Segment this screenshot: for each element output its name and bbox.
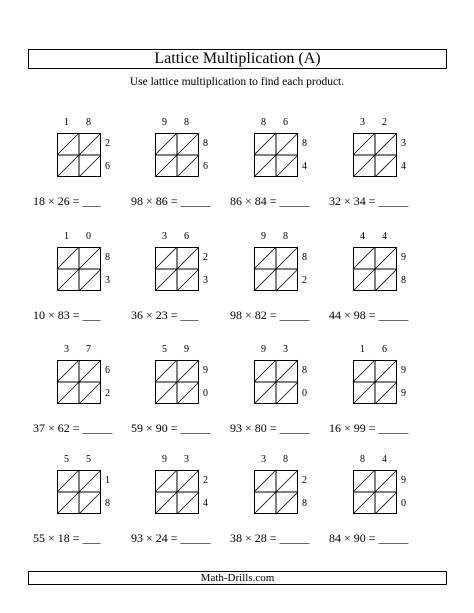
lattice-diagonal (177, 382, 199, 404)
lattice-diagonal (254, 133, 276, 155)
lattice-diagonal (254, 247, 276, 269)
lattice-grid[interactable] (353, 470, 397, 514)
top-digit: 6 (184, 231, 189, 242)
lattice-grid[interactable] (155, 247, 199, 291)
lattice-grid[interactable] (254, 360, 298, 404)
lattice-grid[interactable] (155, 470, 199, 514)
top-digit: 9 (261, 344, 266, 355)
lattice-diagonal (375, 155, 397, 177)
side-digit: 8 (105, 498, 110, 509)
top-digit: 9 (162, 117, 167, 128)
top-digit: 4 (382, 231, 387, 242)
lattice-diagonal (375, 269, 397, 291)
lattice-diagonal (276, 382, 298, 404)
top-digit: 3 (283, 344, 288, 355)
lattice-diagonal (79, 269, 101, 291)
equation[interactable]: 36 × 23 = ___ (131, 308, 199, 322)
lattice-diagonal (254, 155, 276, 177)
lattice-diagonal (79, 470, 101, 492)
top-digit: 3 (162, 231, 167, 242)
side-digit: 8 (401, 275, 406, 286)
side-digit: 8 (302, 365, 307, 376)
side-digit: 0 (302, 388, 307, 399)
side-digit: 8 (105, 252, 110, 263)
lattice-problem (230, 343, 330, 453)
top-digit: 3 (184, 454, 189, 465)
side-digit: 9 (401, 365, 406, 376)
equation[interactable]: 86 × 84 = _____ (230, 194, 310, 208)
lattice-diagonal (177, 269, 199, 291)
side-digit: 2 (105, 388, 110, 399)
lattice-diagonal (276, 247, 298, 269)
lattice-diagonal (254, 382, 276, 404)
lattice-diagonal (276, 360, 298, 382)
lattice-diagonal (353, 247, 375, 269)
lattice-diagonal (57, 155, 79, 177)
lattice-problem (329, 230, 429, 340)
lattice-diagonal (177, 492, 199, 514)
side-digit: 2 (302, 475, 307, 486)
side-digit: 4 (302, 161, 307, 172)
top-digit: 5 (162, 344, 167, 355)
lattice-diagonal (276, 492, 298, 514)
equation[interactable]: 38 × 28 = _____ (230, 531, 310, 545)
side-digit: 8 (302, 252, 307, 263)
top-digit: 8 (184, 117, 189, 128)
lattice-diagonal (375, 470, 397, 492)
lattice-diagonal (57, 269, 79, 291)
lattice-diagonal (177, 247, 199, 269)
side-digit: 1 (105, 475, 110, 486)
lattice-diagonal (155, 155, 177, 177)
lattice-diagonal (353, 269, 375, 291)
lattice-diagonal (177, 360, 199, 382)
lattice-diagonal (353, 492, 375, 514)
equation[interactable]: 10 × 83 = ___ (33, 308, 101, 322)
lattice-grid[interactable] (254, 133, 298, 177)
lattice-diagonal (353, 360, 375, 382)
lattice-problem (230, 116, 330, 226)
side-digit: 6 (203, 161, 208, 172)
lattice-diagonal (375, 382, 397, 404)
lattice-diagonal (353, 382, 375, 404)
top-digit: 3 (64, 344, 69, 355)
lattice-diagonal (276, 470, 298, 492)
top-digit: 8 (360, 454, 365, 465)
instructions: Use lattice multiplication to find each product. (129, 76, 345, 88)
lattice-diagonal (353, 470, 375, 492)
lattice-diagonal (375, 247, 397, 269)
lattice-diagonal (375, 133, 397, 155)
top-digit: 3 (261, 454, 266, 465)
side-digit: 3 (401, 138, 406, 149)
equation[interactable]: 55 × 18 = ___ (33, 531, 101, 545)
top-digit: 6 (382, 344, 387, 355)
lattice-diagonal (177, 470, 199, 492)
equation[interactable]: 93 × 24 = _____ (131, 531, 211, 545)
equation[interactable]: 37 × 62 = _____ (33, 421, 113, 435)
lattice-grid[interactable] (57, 247, 101, 291)
side-digit: 2 (203, 475, 208, 486)
lattice-problem (329, 453, 429, 563)
top-digit: 0 (86, 231, 91, 242)
lattice-diagonal (254, 269, 276, 291)
lattice-grid[interactable] (57, 360, 101, 404)
top-digit: 7 (86, 344, 91, 355)
lattice-diagonal (254, 492, 276, 514)
side-digit: 2 (203, 252, 208, 263)
lattice-diagonal (57, 247, 79, 269)
equation[interactable]: 32 × 34 = _____ (329, 194, 409, 208)
top-digit: 1 (64, 231, 69, 242)
side-digit: 6 (105, 161, 110, 172)
lattice-diagonal (276, 269, 298, 291)
side-digit: 9 (401, 388, 406, 399)
equation[interactable]: 44 × 98 = _____ (329, 308, 409, 322)
side-digit: 6 (105, 365, 110, 376)
lattice-grid[interactable] (155, 360, 199, 404)
side-digit: 4 (401, 161, 406, 172)
top-digit: 6 (283, 117, 288, 128)
lattice-problem (131, 343, 231, 453)
side-digit: 3 (203, 275, 208, 286)
lattice-diagonal (57, 382, 79, 404)
side-digit: 9 (401, 475, 406, 486)
equation[interactable]: 93 × 80 = _____ (230, 421, 310, 435)
lattice-diagonal (57, 133, 79, 155)
lattice-diagonal (155, 382, 177, 404)
lattice-diagonal (177, 155, 199, 177)
side-digit: 9 (203, 365, 208, 376)
side-digit: 3 (105, 275, 110, 286)
lattice-grid[interactable] (353, 247, 397, 291)
lattice-diagonal (353, 155, 375, 177)
lattice-problem (230, 453, 330, 563)
top-digit: 4 (360, 231, 365, 242)
top-digit: 8 (261, 117, 266, 128)
lattice-problem (33, 230, 133, 340)
lattice-problem (33, 453, 133, 563)
worksheet-title: Lattice Multiplication (A) (28, 49, 447, 69)
top-digit: 9 (184, 344, 189, 355)
lattice-diagonal (79, 360, 101, 382)
lattice-diagonal (375, 492, 397, 514)
side-digit: 8 (203, 138, 208, 149)
equation[interactable]: 98 × 82 = _____ (230, 308, 310, 322)
lattice-diagonal (57, 470, 79, 492)
side-digit: 0 (203, 388, 208, 399)
lattice-grid[interactable] (155, 133, 199, 177)
lattice-problem (131, 116, 231, 226)
lattice-diagonal (276, 155, 298, 177)
side-digit: 0 (401, 498, 406, 509)
equation[interactable]: 16 × 99 = _____ (329, 421, 409, 435)
top-digit: 8 (86, 117, 91, 128)
top-digit: 5 (86, 454, 91, 465)
lattice-diagonal (79, 247, 101, 269)
footer-site: Math-Drills.com (28, 571, 447, 585)
lattice-grid[interactable] (254, 247, 298, 291)
lattice-diagonal (79, 382, 101, 404)
lattice-diagonal (57, 492, 79, 514)
top-digit: 9 (162, 454, 167, 465)
lattice-diagonal (276, 133, 298, 155)
lattice-diagonal (79, 492, 101, 514)
side-digit: 2 (105, 138, 110, 149)
lattice-diagonal (155, 269, 177, 291)
lattice-diagonal (57, 360, 79, 382)
lattice-problem (329, 343, 429, 453)
lattice-problem (33, 343, 133, 453)
top-digit: 1 (360, 344, 365, 355)
side-digit: 9 (401, 252, 406, 263)
equation[interactable]: 84 × 90 = _____ (329, 531, 409, 545)
lattice-diagonal (155, 470, 177, 492)
top-digit: 5 (64, 454, 69, 465)
lattice-diagonal (254, 360, 276, 382)
lattice-diagonal (375, 360, 397, 382)
equation[interactable]: 98 × 86 = _____ (131, 194, 211, 208)
top-digit: 1 (64, 117, 69, 128)
lattice-problem (33, 116, 133, 226)
lattice-grid[interactable] (353, 133, 397, 177)
side-digit: 4 (203, 498, 208, 509)
lattice-diagonal (353, 133, 375, 155)
top-digit: 9 (261, 231, 266, 242)
side-digit: 2 (302, 275, 307, 286)
lattice-grid[interactable] (353, 360, 397, 404)
top-digit: 8 (283, 231, 288, 242)
side-digit: 8 (302, 138, 307, 149)
side-digit: 8 (302, 498, 307, 509)
lattice-grid[interactable] (57, 133, 101, 177)
equation[interactable]: 59 × 90 = _____ (131, 421, 211, 435)
lattice-diagonal (254, 470, 276, 492)
lattice-diagonal (79, 133, 101, 155)
lattice-diagonal (177, 133, 199, 155)
top-digit: 3 (360, 117, 365, 128)
lattice-grid[interactable] (254, 470, 298, 514)
top-digit: 4 (382, 454, 387, 465)
lattice-problem (230, 230, 330, 340)
lattice-problem (329, 116, 429, 226)
lattice-diagonal (155, 360, 177, 382)
lattice-problem (131, 230, 231, 340)
lattice-diagonal (155, 133, 177, 155)
top-digit: 8 (283, 454, 288, 465)
top-digit: 2 (382, 117, 387, 128)
lattice-diagonal (79, 155, 101, 177)
lattice-grid[interactable] (57, 470, 101, 514)
equation[interactable]: 18 × 26 = ___ (33, 194, 101, 208)
lattice-diagonal (155, 492, 177, 514)
lattice-problem (131, 453, 231, 563)
lattice-diagonal (155, 247, 177, 269)
